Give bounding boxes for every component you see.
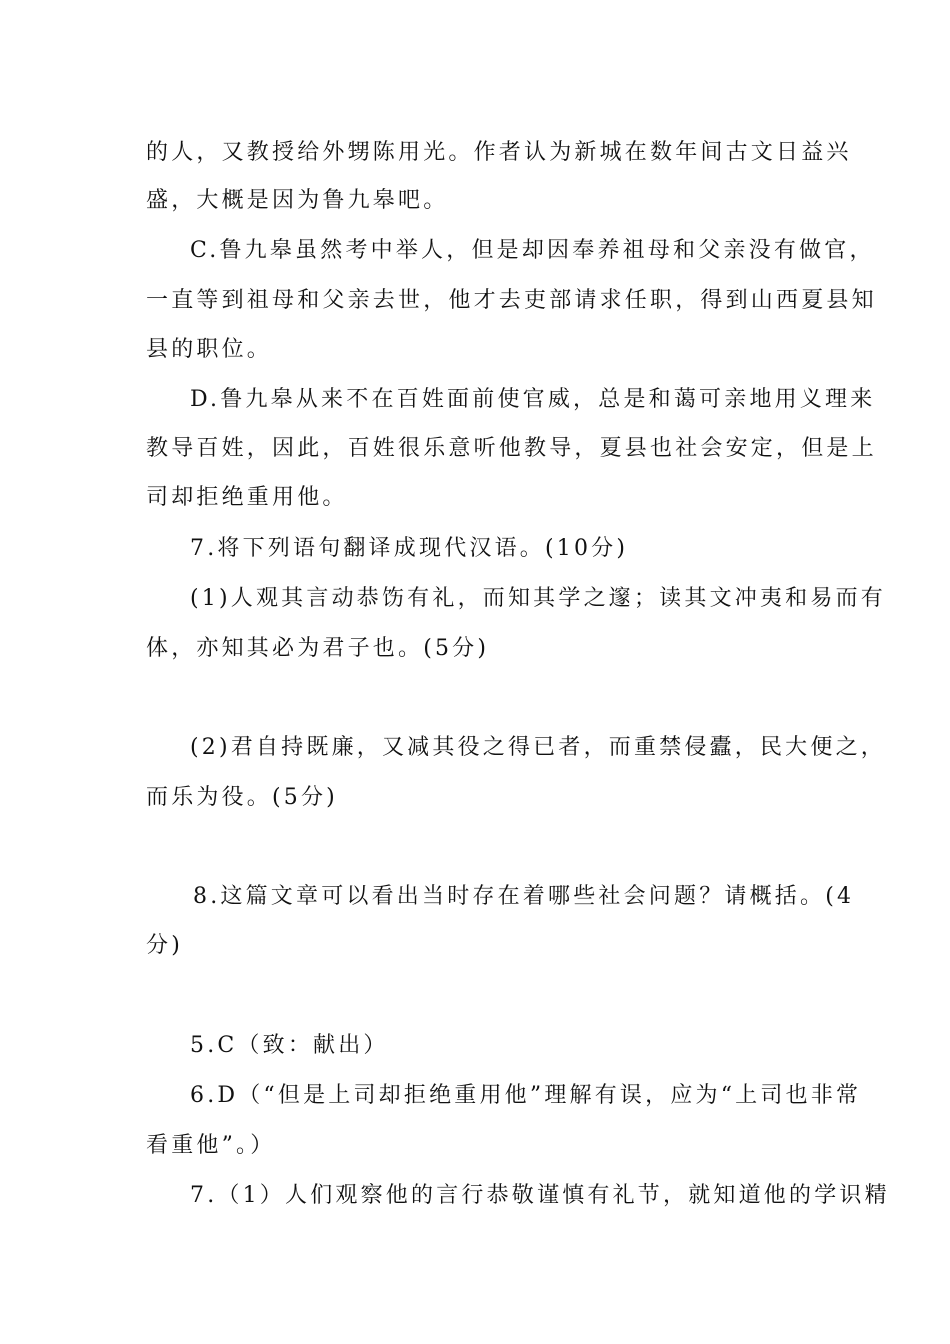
text-line: 县的职位。	[146, 337, 273, 362]
text-line: 体，亦知其必为君子也。(5分)	[146, 636, 490, 661]
text-line: 分)	[146, 933, 183, 958]
answer-7: 7.（1）人们观察他的言行恭敬谨慎有礼节，就知道他的学识精	[190, 1183, 890, 1208]
option-c-line: C.鲁九皋虽然考中举人，但是却因奉养祖母和父亲没有做官，	[190, 238, 875, 263]
text-line: 盛，大概是因为鲁九皋吧。	[146, 188, 449, 213]
text-line: 看重他”。）	[146, 1133, 276, 1158]
text-line: 一直等到祖母和父亲去世，他才去吏部请求任职，得到山西夏县知	[146, 288, 877, 313]
text-line: 教导百姓，因此，百姓很乐意听他教导，夏县也社会安定，但是上	[146, 436, 877, 461]
question-7-item-2: (2)君自持既廉，又减其役之得已者，而重禁侵蠹，民大便之，	[190, 735, 886, 760]
text-line: 的人，又教授给外甥陈用光。作者认为新城在数年间古文日益兴	[146, 140, 852, 165]
question-7-heading: 7.将下列语句翻译成现代汉语。(10分)	[190, 536, 629, 561]
answer-5: 5.C（致：献出）	[190, 1033, 389, 1058]
question-7-item-1: (1)人观其言动恭饬有礼，而知其学之邃；读其文冲夷和易而有	[190, 586, 886, 611]
text-line: 而乐为役。(5分)	[146, 785, 338, 810]
question-8: 8.这篇文章可以看出当时存在着哪些社会问题？请概括。(4	[193, 884, 855, 909]
text-line: 司却拒绝重用他。	[146, 485, 348, 510]
answer-6: 6.D（“但是上司却拒绝重用他”理解有误，应为“上司也非常	[190, 1083, 862, 1108]
option-d-line: D.鲁九皋从来不在百姓面前使官威，总是和蔼可亲地用义理来	[190, 387, 876, 412]
